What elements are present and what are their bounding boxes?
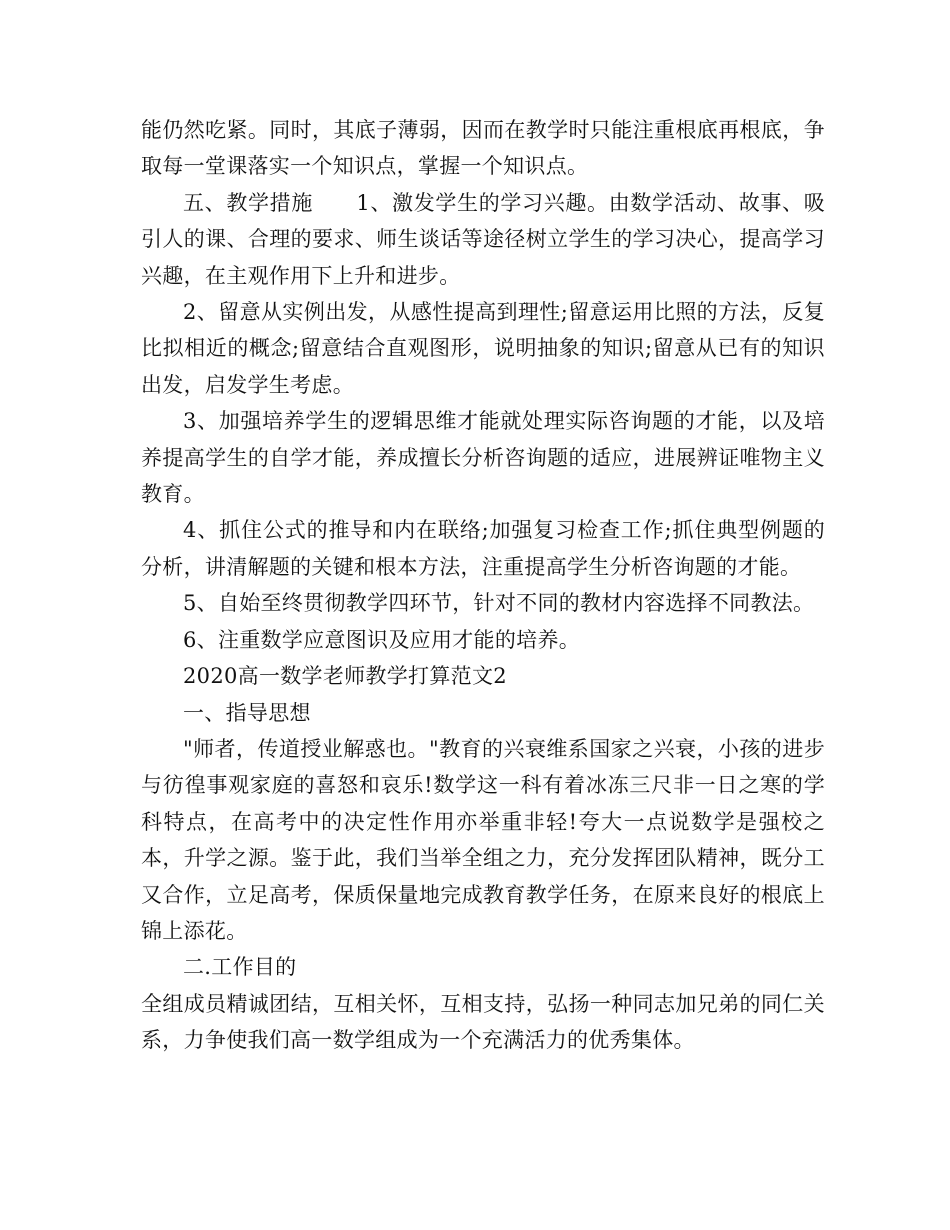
paragraph-work-goal: 全组成员精诚团结，互相关怀，互相支持，弘扬一种同志加兄弟的同仁关系，力争使我们高一数学组成为一个充满活力的优秀集体。 bbox=[141, 991, 825, 1053]
paragraph-continuation: 能仍然吃紧。同时，其底子薄弱，因而在教学时只能注重根底再根底，争取每一堂课落实一个知识点，掌握一个知识点。 bbox=[141, 118, 825, 179]
heading-work-goal: 二.工作目的 bbox=[183, 955, 297, 980]
paragraph-measure-5: 5、自始至终贯彻教学四环节，针对不同的教材内容选择不同教法。 bbox=[183, 591, 815, 616]
section-title: 2020高一数学老师教学打算范文2 bbox=[183, 664, 507, 689]
paragraph-measure-4: 4、抓住公式的推导和内在联络;加强复习检查工作;抓住典型例题的分析，讲清解题的关键和根本方法，注重提高学生分析咨询题的才能。 bbox=[141, 518, 825, 579]
heading-guiding-thought: 一、指导思想 bbox=[183, 700, 311, 725]
paragraph-measure-3: 3、加强培养学生的逻辑思维才能就处理实际咨询题的才能，以及培养提高学生的自学才能，养成擅长分析咨询题的适应，进展辨证唯物主义教育。 bbox=[141, 409, 825, 507]
paragraph-guiding-thought: "师者，传道授业解惑也。"教育的兴衰维系国家之兴衰，小孩的进步与彷徨事观家庭的喜怒和哀乐!数学这一科有着冰冻三尺非一日之寒的学科特点，在高考中的决定性作用亦举重非轻!夸大一点说数学是强校之本，升学之源。鉴于此，我们当举全组之力，充分发挥团队精神，既分工又合作，立足高考，保质保量地完成教育教学任务，在原来良好的根底上锦上添花。 bbox=[141, 736, 825, 943]
paragraph-measure-2: 2、留意从实例出发，从感性提高到理性;留意运用比照的方法，反复比拟相近的概念;留意结合直观图形，说明抽象的知识;留意从已有的知识出发，启发学生考虑。 bbox=[141, 300, 825, 397]
paragraph-measure-6: 6、注重数学应意图识及应用才能的培养。 bbox=[183, 627, 581, 652]
paragraph-teaching-measures: 五、教学措施 1、激发学生的学习兴趣。由数学活动、故事、吸引人的课、合理的要求、师生谈话等途径树立学生的学习决心，提高学习兴趣，在主观作用下上升和进步。 bbox=[141, 190, 825, 288]
document-body bbox=[141, 112, 825, 1059]
